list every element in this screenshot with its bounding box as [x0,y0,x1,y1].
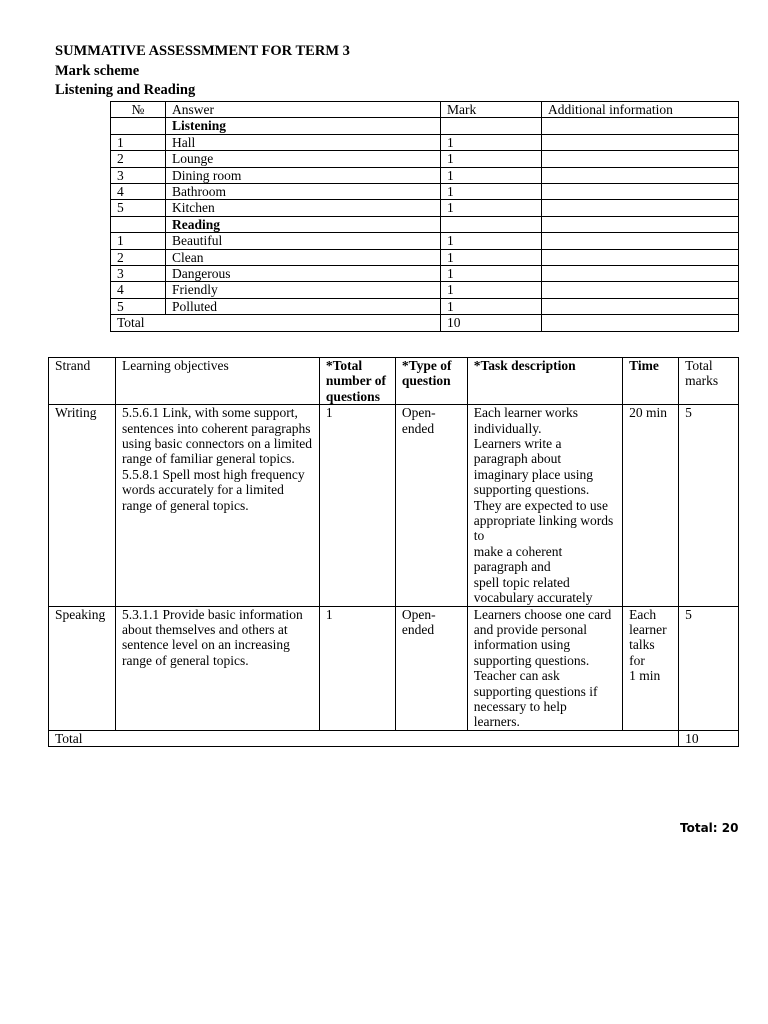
objectives-cell: 5.5.6.1 Link, with some support, sentences into coherent paragraphs using basic connectors on a limited range of familiar general topics. 5.5.8.1 Spell most high frequency words accurately for a limited range of general topics. [115,405,319,606]
task-cell: Each learner works individually. Learners write a paragraph about imaginary place using supporting questions. They are expected to use appropriate linking words to make a coherent paragraph and spell topic related vocabulary accurately [467,405,622,606]
column-header-total-questions: *Total number of questions [319,358,395,405]
column-header-total-marks: Total marks [679,358,739,405]
row-answer: Dangerous [166,266,441,282]
row-mark: 1 [441,134,542,150]
section-label-reading: Reading [166,216,441,232]
row-answer: Kitchen [166,200,441,216]
row-mark: 1 [441,266,542,282]
column-header-question-type: *Type of question [395,358,467,405]
column-header-mark: Mark [441,102,542,118]
specification-table [48,357,739,747]
row-mark: 1 [441,184,542,200]
table-header-row [49,358,739,405]
strand-cell: Speaking [49,606,116,730]
row-number: 1 [111,233,166,249]
row-number: 4 [111,184,166,200]
grand-total: Total: 20 [680,821,739,835]
questions-cell: 1 [319,405,395,606]
total-value: 10 [441,315,542,331]
task-cell: Learners choose one card and provide personal information using supporting questions. Teacher can ask supporting questions if necessary to help learners. [467,606,622,730]
row-mark: 1 [441,249,542,265]
mark-scheme-table [110,101,739,332]
table-row-writing [49,405,739,606]
column-header-strand: Strand [49,358,116,405]
row-answer: Dining room [166,167,441,183]
total-label: Total [49,730,679,746]
column-header-number: № [111,102,166,118]
strand-cell: Writing [49,405,116,606]
objectives-cell: 5.3.1.1 Provide basic information about themselves and others at sentence level on an increasing range of general topics. [115,606,319,730]
row-answer: Bathroom [166,184,441,200]
type-cell: Open-ended [395,405,467,606]
time-cell: 20 min [623,405,679,606]
row-number: 5 [111,200,166,216]
marks-cell: 5 [679,405,739,606]
total-row [111,315,739,331]
total-row [49,730,739,746]
column-header-time: Time [623,358,679,405]
table-row [111,266,739,282]
section-label-listening: Listening [166,118,441,134]
table-row [111,151,739,167]
row-mark: 1 [441,298,542,314]
total-label: Total [111,315,441,331]
column-header-objectives: Learning objectives [115,358,319,405]
row-number: 1 [111,134,166,150]
table-row [111,282,739,298]
row-number: 3 [111,167,166,183]
row-number: 5 [111,298,166,314]
row-answer: Lounge [166,151,441,167]
column-header-task-description: *Task description [467,358,622,405]
type-cell: Open-ended [395,606,467,730]
column-header-answer: Answer [166,102,441,118]
row-number: 2 [111,249,166,265]
row-number: 4 [111,282,166,298]
section-row-listening [111,118,739,134]
total-value: 10 [679,730,739,746]
row-answer: Polluted [166,298,441,314]
row-answer: Beautiful [166,233,441,249]
time-cell: Each learner talks for 1 min [623,606,679,730]
column-header-additional-info: Additional information [542,102,739,118]
row-number: 2 [111,151,166,167]
row-answer: Hall [166,134,441,150]
table-row [111,184,739,200]
row-mark: 1 [441,233,542,249]
table-row [111,134,739,150]
table-row [111,200,739,216]
marks-cell: 5 [679,606,739,730]
row-number: 3 [111,266,166,282]
row-mark: 1 [441,151,542,167]
document-title: SUMMATIVE ASSESSMMENT FOR TERM 3 [55,43,350,59]
table-row [111,298,739,314]
table-row-speaking [49,606,739,730]
table-row [111,249,739,265]
row-mark: 1 [441,200,542,216]
section-row-reading [111,216,739,232]
row-answer: Friendly [166,282,441,298]
questions-cell: 1 [319,606,395,730]
row-mark: 1 [441,282,542,298]
table-row [111,167,739,183]
table-row [111,233,739,249]
document-subtitle: Mark scheme [55,63,140,79]
row-mark: 1 [441,167,542,183]
row-answer: Clean [166,249,441,265]
table-header-row [111,102,739,118]
section-heading: Listening and Reading [55,82,196,98]
